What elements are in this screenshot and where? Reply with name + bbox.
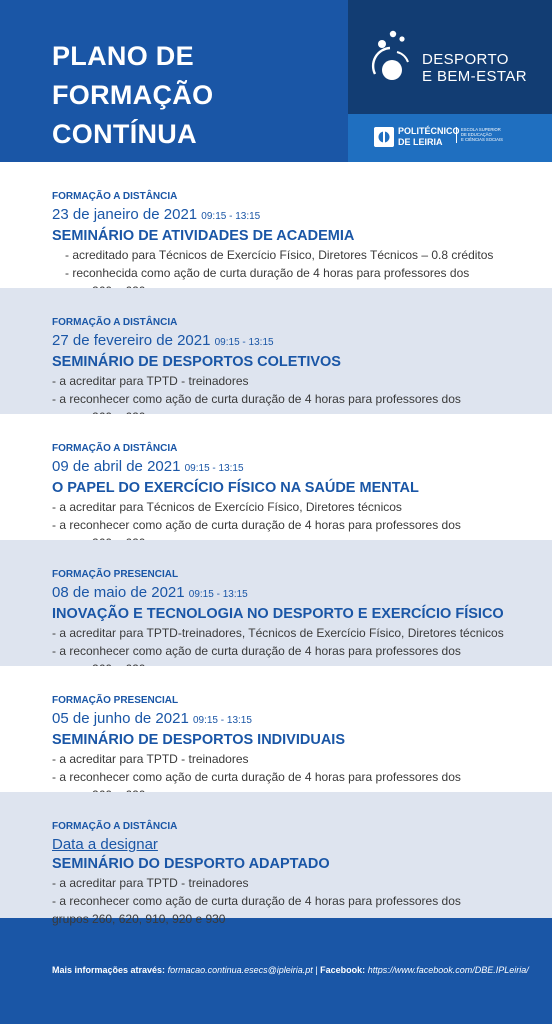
event-mode: FORMAÇÃO PRESENCIAL bbox=[52, 569, 179, 580]
event-detail-line: - a reconhecer como ação de curta duração de 4 horas para professores dos bbox=[52, 392, 461, 406]
event-item bbox=[0, 792, 552, 926]
polytechnic-logo-icon bbox=[374, 127, 394, 147]
sports-figure-logo-icon bbox=[368, 28, 410, 84]
event-time: 09:15 - 13:15 bbox=[188, 589, 248, 600]
event-time: 09:15 - 13:15 bbox=[184, 463, 244, 474]
contact-email-link[interactable]: formacao.continua.esecs@ipleiria.pt bbox=[167, 965, 313, 975]
brand-name bbox=[422, 51, 527, 85]
event-date-line bbox=[52, 457, 542, 479]
event-detail-line: - reconhecida como ação de curta duração de 4 horas para professores dos bbox=[65, 266, 470, 280]
event-detail-line: - a reconhecer como ação de curta duração de 4 horas para professores dos bbox=[52, 894, 461, 908]
event-date: 27 de fevereiro de 2021 bbox=[52, 332, 211, 349]
footer bbox=[0, 942, 552, 1024]
event-date-line bbox=[52, 331, 542, 353]
event-detail-line: - a acreditar para TPTD-treinadores, Técnicos de Exercício Físico, Diretores técnicos bbox=[52, 626, 504, 640]
header bbox=[0, 0, 552, 162]
event-title: SEMINÁRIO DE DESPORTOS INDIVIDUAIS bbox=[52, 732, 345, 748]
event-date: 23 de janeiro de 2021 bbox=[52, 206, 198, 223]
event-item bbox=[0, 666, 552, 792]
event-date: 05 de junho de 2021 bbox=[52, 710, 189, 727]
event-date-line bbox=[52, 709, 542, 731]
school-name bbox=[456, 127, 503, 143]
footer-separator: | bbox=[315, 965, 318, 975]
event-time: 09:15 - 13:15 bbox=[214, 337, 274, 348]
event-mode: FORMAÇÃO A DISTÂNCIA bbox=[52, 317, 178, 328]
facebook-label: Facebook: bbox=[320, 965, 366, 975]
event-mode: FORMAÇÃO A DISTÂNCIA bbox=[52, 821, 178, 832]
event-title: INOVAÇÃO E TECNOLOGIA NO DESPORTO E EXERCÍCIO FÍSICO bbox=[52, 606, 504, 622]
event-mode: FORMAÇÃO A DISTÂNCIA bbox=[52, 443, 178, 454]
event-list bbox=[0, 162, 552, 926]
brand-box bbox=[348, 0, 552, 114]
event-title: O PAPEL DO EXERCÍCIO FÍSICO NA SAÚDE MENTAL bbox=[52, 480, 419, 496]
title-line: CONTÍNUA bbox=[52, 119, 197, 149]
event-date: 08 de maio de 2021 bbox=[52, 584, 185, 601]
event-title: SEMINÁRIO DE ATIVIDADES DE ACADEMIA bbox=[52, 228, 355, 244]
school-name-line: E CIÊNCIAS SOCIAIS bbox=[461, 137, 503, 143]
event-detail-line: - a reconhecer como ação de curta duração de 4 horas para professores dos bbox=[52, 644, 461, 658]
event-detail-line: - a acreditar para TPTD - treinadores bbox=[52, 876, 249, 890]
event-mode: FORMAÇÃO A DISTÂNCIA bbox=[52, 191, 178, 202]
school-name-line: DE EDUCAÇÃO bbox=[461, 132, 492, 138]
event-detail-line: - a reconhecer como ação de curta duração de 4 horas para professores dos bbox=[52, 770, 461, 784]
event-detail-line: - acreditado para Técnicos de Exercício Físico, Diretores Técnicos – 0.8 créditos bbox=[65, 248, 494, 262]
event-item bbox=[0, 414, 552, 540]
title-line: FORMAÇÃO bbox=[52, 80, 214, 110]
event-date: Data a designar bbox=[52, 836, 158, 853]
event-date-line bbox=[52, 583, 542, 605]
event-date: 09 de abril de 2021 bbox=[52, 458, 181, 475]
event-item bbox=[0, 288, 552, 414]
contact-info bbox=[52, 964, 529, 976]
event-time: 09:15 - 13:15 bbox=[192, 715, 252, 726]
event-details bbox=[52, 874, 542, 928]
event-title: SEMINÁRIO DE DESPORTOS COLETIVOS bbox=[52, 354, 341, 370]
institution-name bbox=[398, 126, 460, 148]
event-item bbox=[0, 540, 552, 666]
school-name-line: ESCOLA SUPERIOR bbox=[461, 127, 501, 132]
event-detail-line: - a reconhecer como ação de curta duração de 4 horas para professores dos bbox=[52, 518, 461, 532]
institution-box bbox=[348, 114, 552, 162]
event-detail-line: - a acreditar para TPTD - treinadores bbox=[52, 374, 249, 388]
event-date-line bbox=[52, 835, 542, 855]
event-mode: FORMAÇÃO PRESENCIAL bbox=[52, 695, 179, 706]
info-label: Mais informações através: bbox=[52, 965, 166, 975]
facebook-link[interactable]: https://www.facebook.com/DBE.IPLeiria/ bbox=[367, 965, 529, 975]
institution-name-line: POLITÉCNICO bbox=[398, 126, 460, 136]
event-title: SEMINÁRIO DO DESPORTO ADAPTADO bbox=[52, 856, 330, 872]
event-detail-line: - a acreditar para TPTD - treinadores bbox=[52, 752, 249, 766]
event-time: 09:15 - 13:15 bbox=[201, 211, 261, 222]
institution-name-line: DE LEIRIA bbox=[398, 137, 443, 147]
event-detail-line: - a acreditar para Técnicos de Exercício Físico, Diretores técnicos bbox=[52, 500, 402, 514]
page-title bbox=[52, 37, 213, 154]
event-date-line bbox=[52, 205, 542, 227]
event-detail-line: grupos 260, 620, 910, 920 e 930 bbox=[52, 912, 226, 926]
brand-line: DESPORTO bbox=[422, 51, 509, 68]
title-line: PLANO DE bbox=[52, 41, 194, 71]
brand-line: E BEM-ESTAR bbox=[422, 68, 527, 85]
event-item bbox=[0, 162, 552, 288]
